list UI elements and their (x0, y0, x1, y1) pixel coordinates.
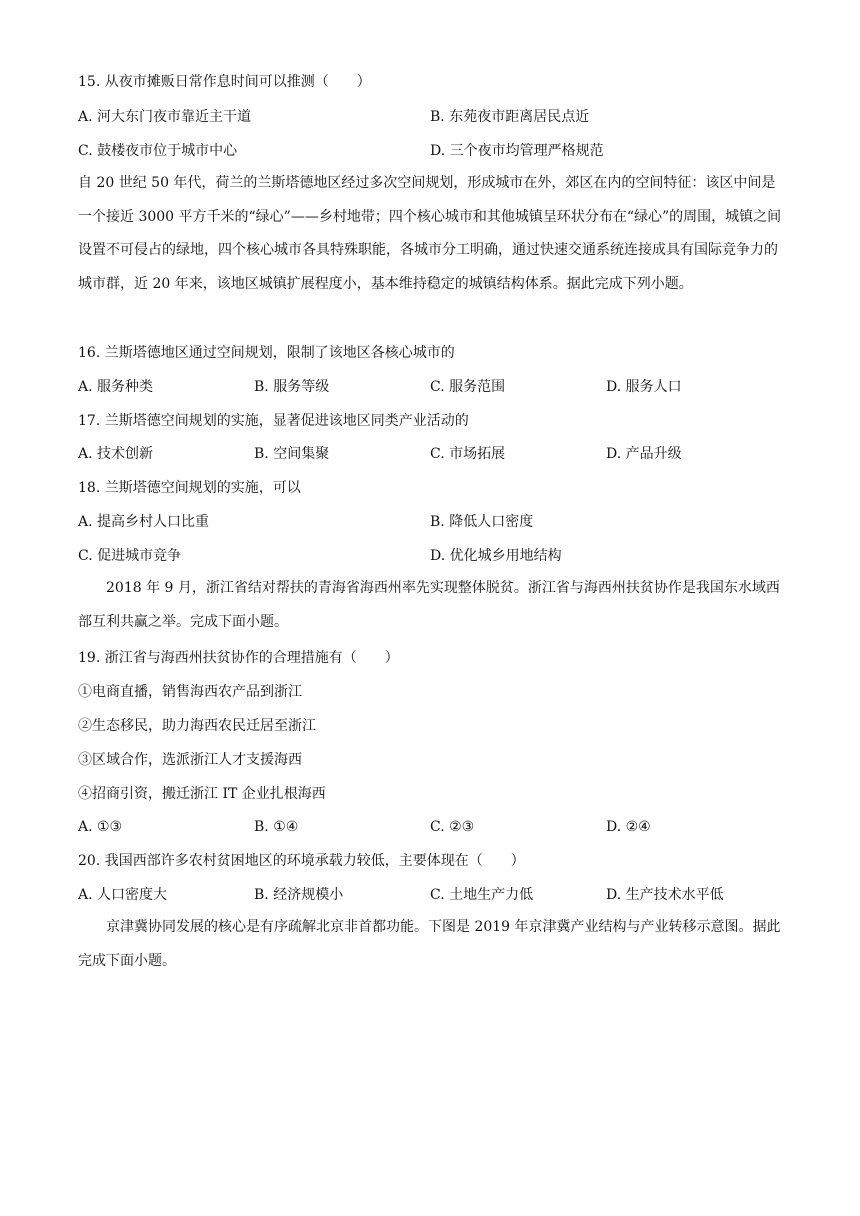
question-15-options-row-1 (78, 107, 788, 127)
question-18-options-row-1 (78, 512, 788, 532)
option-16-a: A. 服务种类 (78, 379, 154, 395)
question-19-options-row (78, 817, 788, 837)
option-18-b: B. 降低人口密度 (430, 514, 534, 530)
option-18-d: D. 优化城乡用地结构 (430, 548, 562, 564)
question-19-stem: 19. 浙江省与海西州扶贫协作的合理措施有（ ） (78, 650, 399, 666)
question-19-item-2: ②生态移民，助力海西农民迁居至浙江 (78, 718, 316, 734)
question-20-options-row (78, 885, 788, 905)
question-17-options-row (78, 444, 788, 464)
question-15-stem: 15. 从夜市摊贩日常作息时间可以推测（ ） (78, 74, 371, 90)
option-19-c: C. ②③ (430, 819, 475, 835)
question-17-stem: 17. 兰斯塔德空间规划的实施，显著促进该地区同类产业活动的 (78, 413, 469, 429)
material-lansta-paragraph: 自 20 世纪 50 年代，荷兰的兰斯塔德地区经过多次空间规划，形成城市在外，郊区在内的空间特征：该区中间是一个接近 3000 平方千米的“绿心”——乡村地带；四个核心城市和其他城镇呈环状分布在“绿心”的周围，城镇之间设置不可侵占的绿地，四个核心城市各具特殊职能，各城市分工明确，通过快速交通系统连接成具有国际竞争力的城市群，近 20 年来，该地区城镇扩展程度小，基本维持稳定的城镇结构体系。据此完成下列小题。 (78, 175, 782, 292)
option-15-b: B. 东苑夜市距离居民点近 (430, 109, 590, 125)
option-15-a: A. 河大东门夜市靠近主干道 (78, 109, 252, 125)
option-19-a: A. ①③ (78, 819, 123, 835)
option-20-c: C. 土地生产力低 (430, 887, 534, 903)
question-19-item-4: ④招商引资，搬迁浙江 IT 企业扎根海西 (78, 786, 326, 802)
question-20-stem: 20. 我国西部许多农村贫困地区的环境承载力较低，主要体现在（ ） (78, 853, 525, 869)
option-15-d: D. 三个夜市均管理严格规范 (430, 143, 604, 159)
question-15-options-row-2 (78, 141, 788, 161)
option-19-d: D. ②④ (606, 819, 651, 835)
material-jingjinji-paragraph: 京津冀协同发展的核心是有序疏解北京非首都功能。下图是 2019 年京津冀产业结构与产业转移示意图。据此完成下面小题。 (78, 919, 781, 969)
option-17-b: B. 空间集聚 (254, 446, 330, 462)
option-16-d: D. 服务人口 (606, 379, 682, 395)
question-16-stem: 16. 兰斯塔德地区通过空间规划，限制了该地区各核心城市的 (78, 345, 455, 361)
option-17-d: D. 产品升级 (606, 446, 682, 462)
option-16-c: C. 服务范围 (430, 379, 506, 395)
question-19-item-3: ③区域合作，选派浙江人才支援海西 (78, 752, 302, 768)
option-19-b: B. ①④ (254, 819, 299, 835)
option-16-b: B. 服务等级 (254, 379, 330, 395)
option-18-c: C. 促进城市竞争 (78, 548, 182, 564)
option-17-c: C. 市场拓展 (430, 446, 506, 462)
option-20-a: A. 人口密度大 (78, 887, 168, 903)
question-18-options-row-2 (78, 546, 788, 566)
option-20-b: B. 经济规模小 (254, 887, 344, 903)
question-19-item-1: ①电商直播，销售海西农产品到浙江 (78, 684, 302, 700)
question-18-stem: 18. 兰斯塔德空间规划的实施，可以 (78, 480, 301, 496)
option-15-c: C. 鼓楼夜市位于城市中心 (78, 143, 238, 159)
material-zhejiang-paragraph: 2018 年 9 月，浙江省结对帮扶的青海省海西州率先实现整体脱贫。浙江省与海西州扶贫协作是我国东水域西部互利共赢之举。完成下面小题。 (78, 580, 780, 630)
option-17-a: A. 技术创新 (78, 446, 154, 462)
option-20-d: D. 生产技术水平低 (606, 887, 724, 903)
question-16-options-row (78, 377, 788, 397)
option-18-a: A. 提高乡村人口比重 (78, 514, 210, 530)
